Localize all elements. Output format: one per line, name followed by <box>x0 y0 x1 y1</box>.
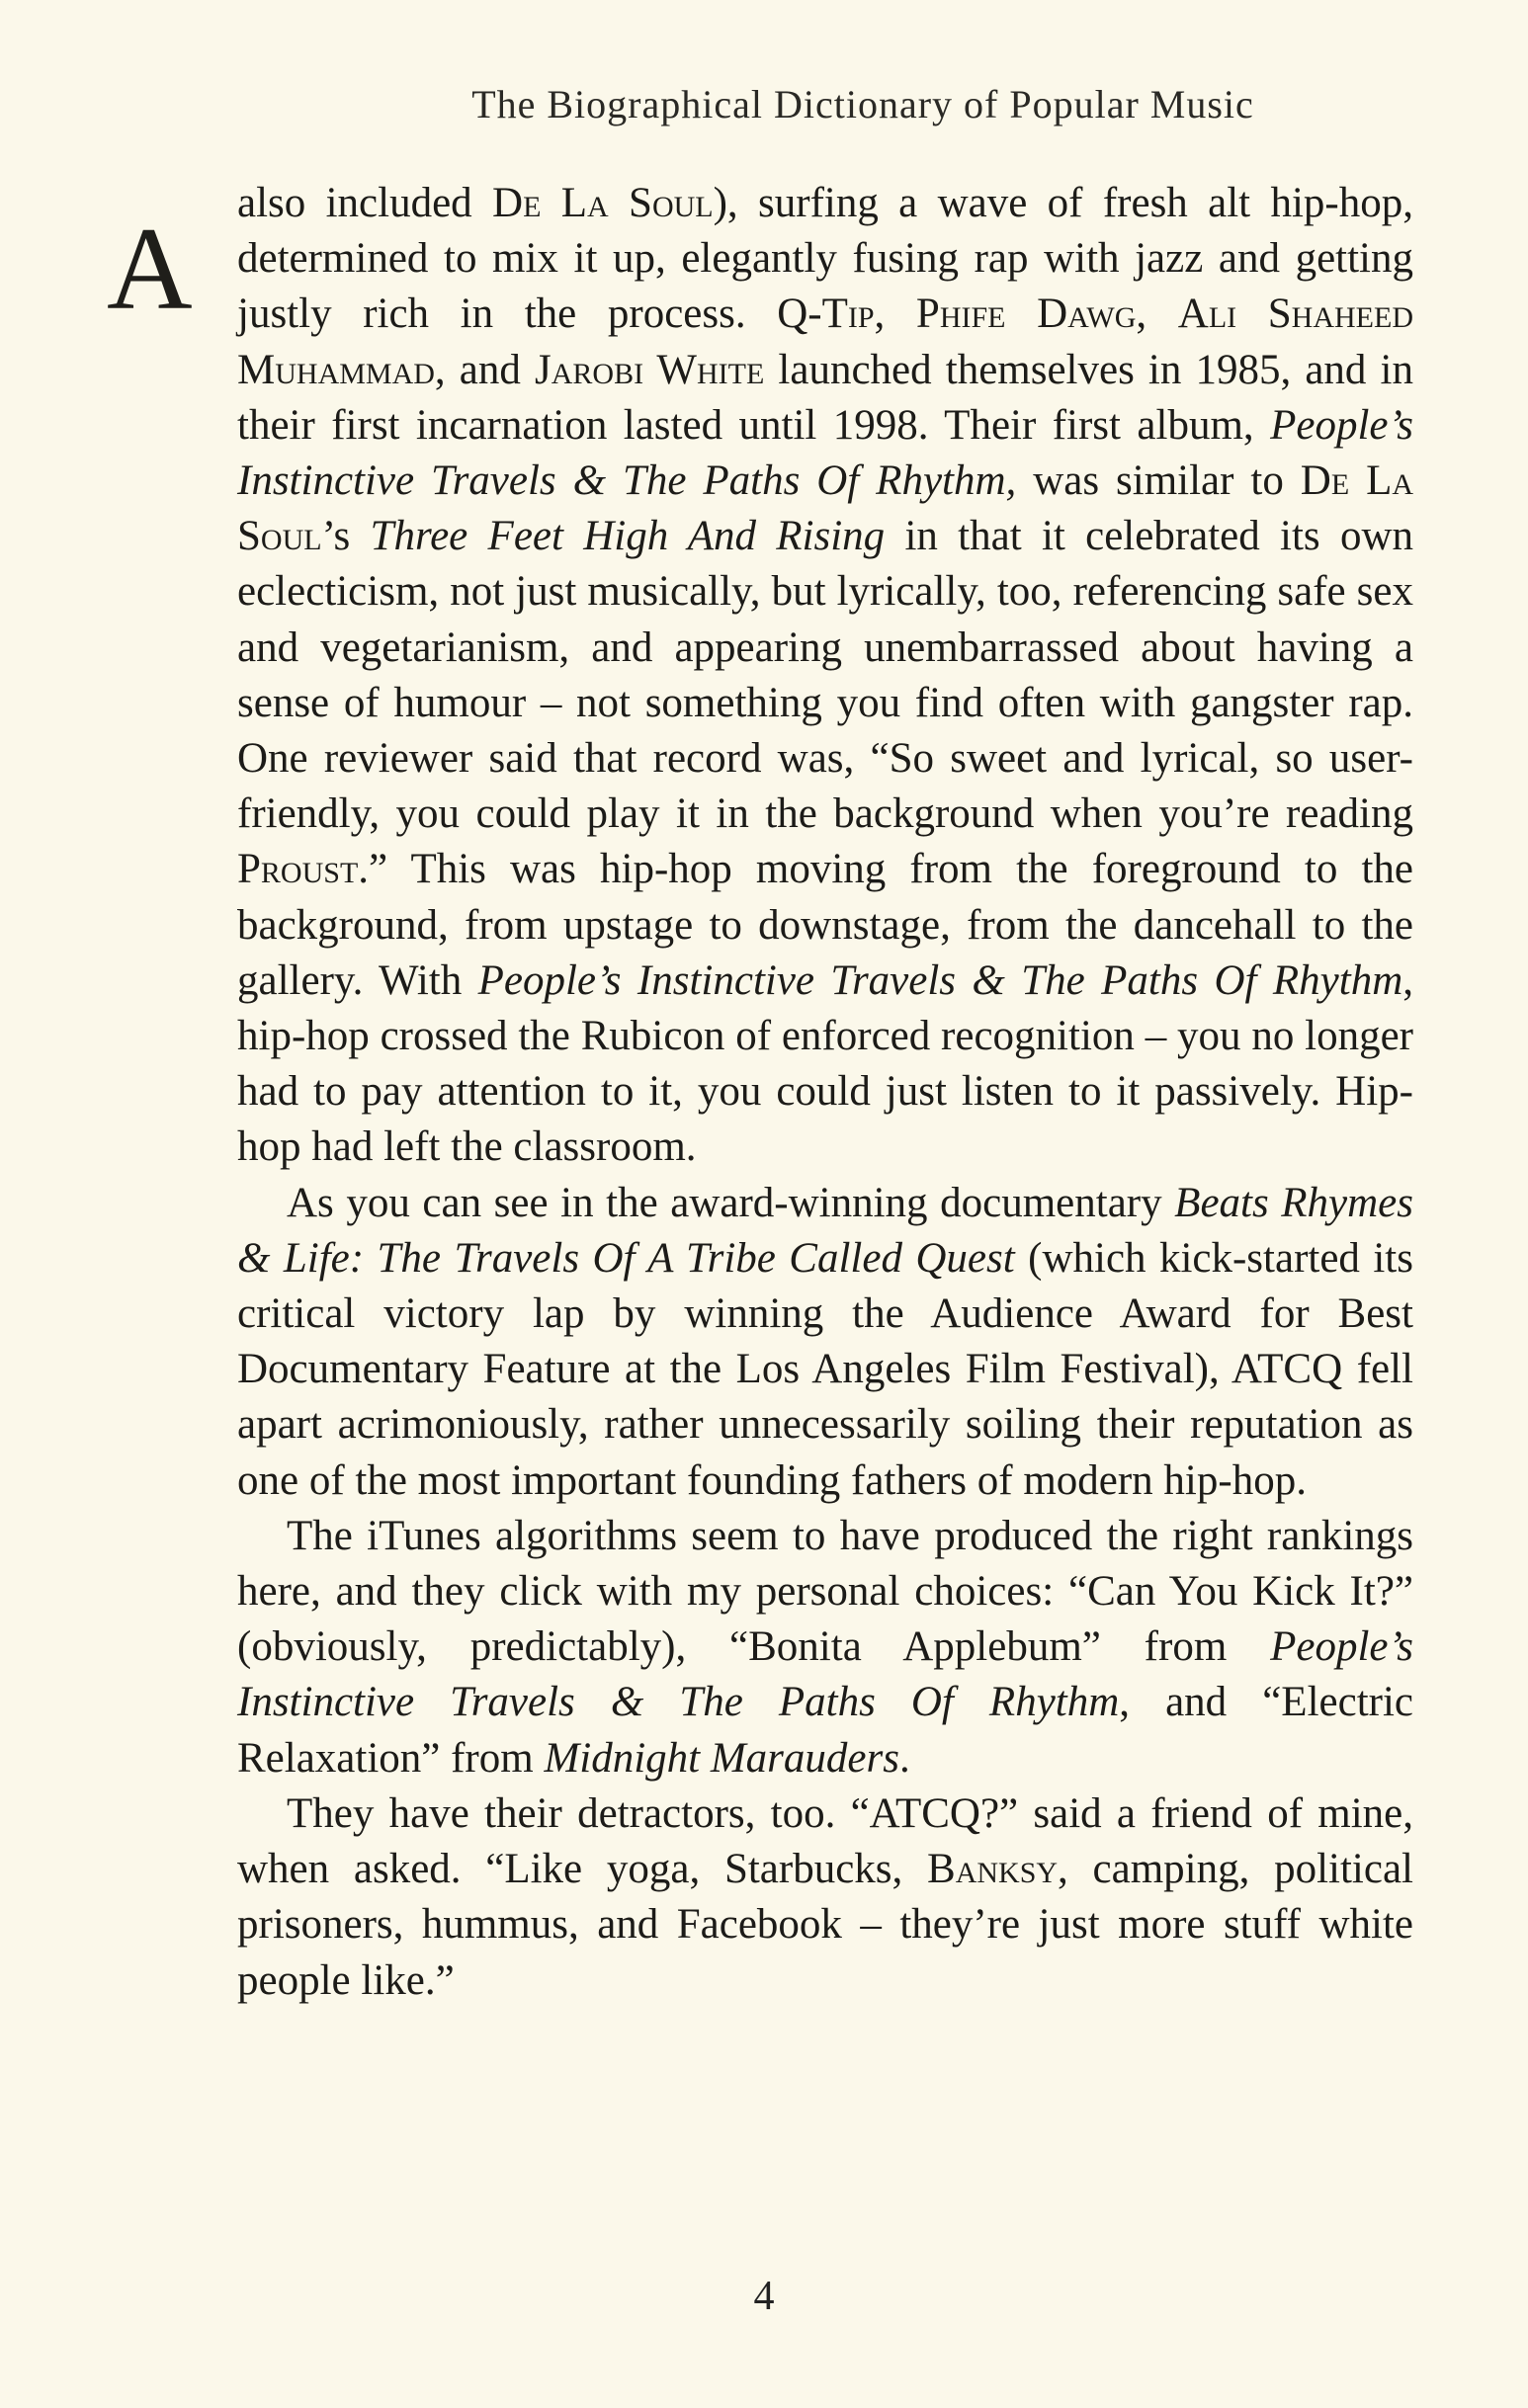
text-run: , and <box>434 346 535 393</box>
text-run: , camping, political prisoners, hummus, and Facebook – they’re just more stuff white people like.” <box>237 1846 1413 2004</box>
text-run: also included <box>237 180 493 226</box>
italic-title: People’s Instinctive Travels & The Paths Of Rhythm <box>477 956 1403 1004</box>
text-run: , <box>1136 291 1178 338</box>
italic-title: Midnight Marauders <box>544 1734 899 1782</box>
italic-title: People’s Instinctive Travels & The Paths Of Rhythm <box>237 1623 1413 1726</box>
body-text <box>237 176 1413 2009</box>
section-letter: A <box>107 203 193 334</box>
cross-reference: De La Soul <box>237 457 1414 560</box>
text-run: launched themselves in 1985, and in their first incarnation lasted until 1998. Their first album, <box>237 346 1413 449</box>
cross-reference: Phife Dawg <box>915 291 1137 338</box>
italic-title: Three Feet High And Rising <box>370 513 886 560</box>
page-number: 4 <box>753 2274 775 2319</box>
paragraph <box>237 1176 1413 1509</box>
cross-reference: Q-Tip <box>777 291 875 338</box>
cross-reference: Jarobi White <box>535 346 765 393</box>
cross-reference: De La Soul <box>492 180 714 226</box>
text-run: They have their detractors, too. “ATCQ?” said a friend of mine, when asked. “Like yoga, Starbucks, <box>237 1789 1413 1893</box>
text-run: , <box>874 291 916 338</box>
text-run: in that it celebrated its own eclecticism, not just musically, but lyrically, too, referencing safe sex and vegetarianism, and appearing unembarrassed about having a sense of humour – not something you find often with gangster rap. One reviewer said that record was, “So sweet and lyrical, so user-friendly, you could play it in the background when you’re reading <box>237 513 1413 838</box>
text-run: As you can see in the award-winning documentary <box>287 1179 1175 1226</box>
text-run: ), surfing a wave of fresh alt hip-hop, determined to mix it up, elegantly fusing rap with jazz and getting justly rich in the process. <box>237 180 1413 338</box>
paragraph <box>237 176 1413 1176</box>
cross-reference: Banksy <box>927 1846 1059 1893</box>
running-title: The Biographical Dictionary of Popular Music <box>471 82 1254 126</box>
paragraph <box>237 1509 1413 1786</box>
text-run: . <box>898 1734 910 1782</box>
cross-reference: Proust <box>237 846 359 893</box>
cross-reference: Ali Shaheed Muhammad <box>237 291 1413 393</box>
text-run: ’s <box>321 513 371 560</box>
italic-title: Beats Rhymes & Life: The Travels Of A Tribe Called Quest <box>237 1179 1413 1282</box>
text-run: .” This was hip-hop moving from the foreground to the background, from upstage to downstage, from the dancehall to the gallery. With <box>237 846 1413 1004</box>
italic-title: People’s Instinctive Travels & The Paths Of Rhythm, <box>237 401 1413 505</box>
text-run: The iTunes algorithms seem to have produced the right rankings here, and they click with my personal choices: “Can You Kick It?” (obviously, predictably), “Bonita Applebum” from <box>237 1512 1413 1671</box>
text-run: (which kick-started its critical victory lap by winning the Audience Award for Best Documentary Feature at the Los Angeles Film Festival), ATCQ fell apart acrimoniously, rather unnecessarily soiling their reputation as one of the most important founding fathers of modern hip-hop. <box>237 1234 1413 1504</box>
text-run: , hip-hop crossed the Rubicon of enforced recognition – you no longer had to pay attention to it, you could just listen to it passively. Hip-hop had left the classroom. <box>237 956 1413 1171</box>
text-run: , and “Electric Relaxation” from <box>237 1679 1413 1782</box>
paragraph <box>237 1786 1413 2009</box>
text-run: was similar to <box>1016 457 1301 505</box>
running-header <box>0 81 1528 127</box>
